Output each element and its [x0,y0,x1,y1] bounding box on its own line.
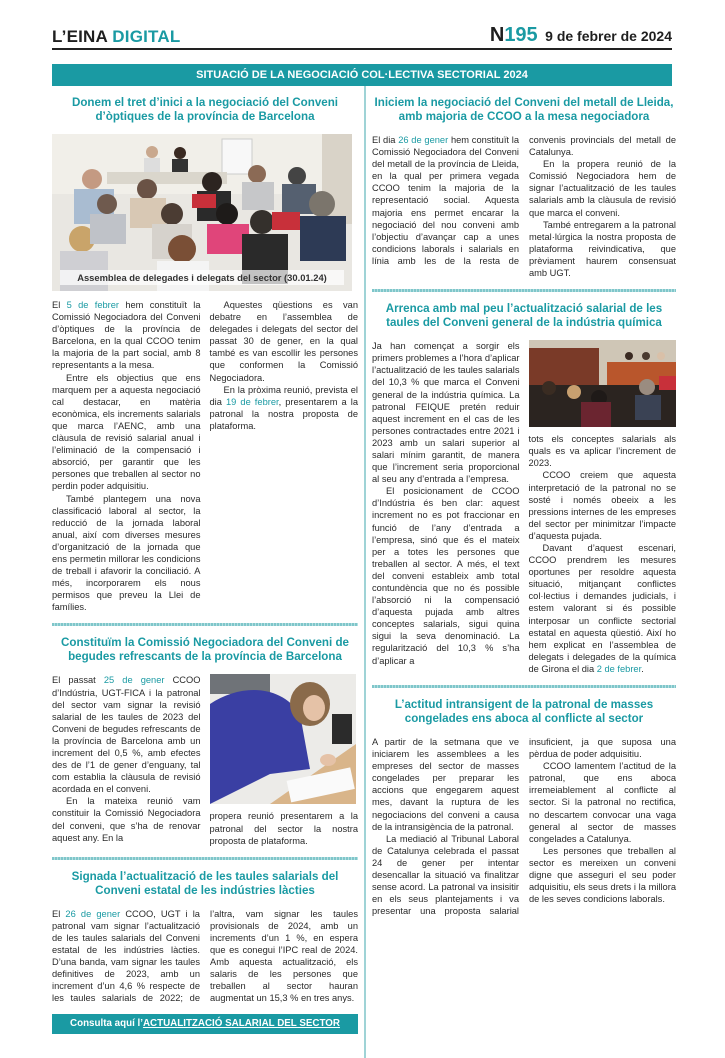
salary-update-link-button[interactable] [52,1014,358,1034]
paragraph: El posicionament de CCOO d’Indústria és ben clar: aquest increment no es pot fraccionar en funció de l’any d’entrada a l’empresa, sinó que és el mateix per a totes les persones que treballen al sector. A més, el text del conveni estableix amb total contundència que no és possible l’absorció ni la compensació d’aquesta pujada amb altres conceptes salarials, sigui quina sigui la seva denominació. La regularització del 10,3 % s’ha d’aplicar a [372,486,520,666]
brand-part1: L’EINA [52,27,108,46]
article-lactics [52,860,358,1035]
text: CCOO d’Indústria, UGT-FICA i la patronal del sector vam signar la revisió salarial de les taules de 2023 del Conveni de begudes refrescants de la província de Barcelona amb un increment del 0,5 %, amb efectes des de l’1 de gener d’enguany, tal com establia la clàusula de revisió acordada en el conveni. [52,675,201,795]
highlight-date: 19 de febrer [225,396,279,407]
issue-prefix: N [489,24,505,46]
cta-prefix: Consulta aquí l’ [70,1018,143,1030]
photo-caption: Assemblea de delegades i delegats del sector (30.01.24) [60,270,344,285]
highlight-date: 26 de gener [65,908,121,919]
paragraph [52,674,201,795]
paragraph: Les persones que treballen al sector es mereixen un conveni digne que asseguri el seu poder adquisitiu, els seus drets i la millora de les seves condicions laborals. [529,845,676,905]
right-column [366,86,676,941]
article-quimica [372,292,676,675]
photo-illustration [52,134,352,291]
section-banner: SITUACIÓ DE LA NEGOCIACIÓ COL·LECTIVA SECTORIAL 2024 [52,64,672,86]
article-columns [372,340,676,675]
paragraph [52,299,201,372]
highlight-date: 25 de gener [103,675,165,686]
article-title: Iniciem la negociació del Conveni del metall de Lleida, amb majoria de CCOO a la mesa negociadora [374,96,674,123]
masthead [52,24,672,50]
issue-date: 9 de febrer de 2024 [545,28,672,44]
text: El dia [372,135,399,145]
paragraph: A partir de la setmana que ve iniciarem les assemblees a les empreses del sector de masses congelades per preparar les accions que engegarem aquest mes, davant la ruptura de les negociacions del conveni a causa de la intransigència de la patronal. [372,737,519,832]
article-masses [372,688,676,917]
paragraph: tots els conceptes salarials als quals es va aplicar l’increment de 2023. [528,434,676,469]
text: El [52,300,67,310]
cta-link[interactable]: ACTUALITZACIÓ SALARIAL DEL SECTOR [142,1018,340,1030]
paragraph: CCOO lamentem l’actitud de la patronal, que ens aboca irremeiablement al conflicte al sector. Si la patronal no rectifica, no descartem convocar una vaga general al sector de masses congelades a Catalunya. [529,761,676,844]
text: hem constituït la Comissió Negociadora del Conveni d’òptiques de la província de Barcelona, en la qual CCOO tenim la majoria de la part social, amb 8 representants a la mesa. [52,300,201,371]
paragraph: Entre els objectius que ens marquem per a aquesta negociació cal destacar, en matèria econòmica, els increments salarials que marca l’AENC, amb una clàusula de revisió salarial anual i l’eliminació de la compensació i absorció, per garantir que les persones que treballen al sector no perdin poder adquisitiu. [52,372,201,492]
article-body-col2-text [529,433,677,675]
paragraph: La mediació al Tribunal Laboral de Catalunya celebrada el passat 24 de gener per intentar desencallar la situació va finalitzar sense acord. La patronal va insisitir en els seus plantejaments i va presentar una proposta salarial insuficient, ja que suposa una pèrdua de poder adquisitiu. [372,737,676,917]
left-column [52,86,364,1058]
text: , presentarem a la patronal la nostra proposta de plataforma. [209,396,358,431]
paragraph: CCOO creiem que aquesta interpretació de la patronal no se sosté i només obeeix a les pressions internes de les empreses del sector per minimitzar l’impacte d’aquesta pujada. [528,470,676,541]
auditorium-assembly-photo [529,340,676,427]
paragraph: També entregarem a la patronal metal·lúrgica la nostra proposta de plataforma reivindicativa, que prèviament haurem consensuat amb UGT. [529,219,676,279]
bottom-spacer [52,1034,358,1058]
article-begudes [52,626,358,846]
article-title: Constituïm la Comissió Negociadora del Conveni de begudes refrescants de la província de Barcelona [61,636,349,664]
highlight-date: 26 de gener [398,135,449,145]
photo-illustration [210,674,356,804]
article-body [372,340,520,667]
article-body-col2 [210,674,359,846]
text: En la pròxima reunió, prevista el dia [209,384,358,407]
paragraph: Aquestes qüestions es van debatre en l’assemblea de delegades i delegats del sector del passat 30 de gener, en la qual també es van escollir les persones que conformen la Comissió Negociadora. [209,300,358,383]
woman-signing-document-photo [210,674,356,804]
article-body-col2-text [210,810,359,846]
text: CCOO, UGT i la patronal vam signar l’actualització de les taules salarials del Conveni estatal de les indústries làcties. D’una banda, vam signar les taules definitives de 2023, amb un increment d’un 4,6 % respecte de les taules salarials de 2022; de l’altra, vam signar les taules provisionals de 2024, amb un increments d’un 1 %, en espera que es conegui l’IPC real de 2024. Amb aquesta actualització, els salaris de les persones que treballen al sector hauran augmentat un 15,3 % en tres anys. [52,908,358,1004]
highlight-date: 2 de febrer [596,663,642,674]
article-optiques [52,86,358,613]
paragraph: En la propera reunió de la Comissió Negociadora hem de signar l’actualització de les taules salarials amb la clàusula de revisió que marca el conveni. [529,159,676,218]
article-title: Arrenca amb mal peu l’actualització salarial de les taules del Conveni general de la indústria química [385,302,663,330]
article-body [372,736,676,917]
text: El passat [52,675,104,686]
article-body [52,908,358,1005]
highlight-date: 5 de febrer [66,300,120,310]
paragraph: En la mateixa reunió vam constituir la Comissió Negociadora del conveni, que s’ha de renovar aquest any. En la [52,796,201,843]
article-title: L’actitud intransigent de la patronal de masses congelades ens aboca al conflicte al sector [394,698,654,725]
article-columns [52,299,358,613]
text: hem constituït la Comissió Negociadora del Conveni del metall de la província de Lleida, en la qual per primera vegada CCOO tenim la majoria de la representació social. Aquesta majoria ens permet encarar la negociació del nou conveni amb l’objectiu d’avançar cap a unes condicions laborals i salarials en línia amb les de la resta de convenis provincials del metall de Catalunya. [372,135,676,266]
article-columns [52,674,358,846]
article-body [372,134,676,279]
paragraph: propera reunió presentarem a la patronal del sector la nostra proposta de plataforma. [209,811,358,846]
issue-info [490,24,672,47]
page-body [52,86,676,1058]
issue-number: 195 [504,24,538,46]
publication-logo [52,27,180,47]
article-body [52,674,201,843]
article-body [52,299,201,613]
paragraph [210,384,359,432]
article-metall [372,86,676,279]
paragraph [529,542,677,675]
text: . [641,663,644,674]
brand-part2: DIGITAL [112,27,181,46]
article-title: Signada l’actualització de les taules salarials del Conveni estatal de les indústries làcties [71,869,339,897]
text: El [52,908,66,919]
text: Davant d’aquest escenari, CCOO prendrem les mesures oportunes per resoldre aquesta situació, mitjançant conflictes col·lectius i demandes judicials, i estem valorant si és possible interposar un conflicte sectorial estatal en aquesta qüestió. Així ho hem explicat en l’assemblea de delegats i delegades de la química de Girona el dia [528,542,676,674]
article-title: Donem el tret d’inici a la negociació del Conveni d’òptiques de la província de Barcelona [71,96,339,123]
bottom-spacer [372,917,676,941]
article-body-col2 [529,340,677,675]
paragraph: També plantegem una nova classificació laboral al sector, la reducció de la jornada laboral anual, així com diverses mesures d’organització de la jornada que ens permetin millorar les condicions de treball i afavorir la conciliació. A més, incorporarem els nous permisos que preveu la Llei de famílies. [52,493,201,613]
article-body-col2 [210,299,359,432]
paragraph: Ja han començat a sorgir els primers problemes a l’hora d’aplicar l’actualització de les taules salarials del 10,3 % que marca el Conveni general de la indústria química. La patronal FEIQUE pretén reduir aquest increment en el cas de les persones contractades entre 2021 i 2023 amb un salari superior al salari mínim garantit, de manera que l’increment seria proporcional al seu any d’entrada a l’empresa. [372,341,520,485]
paragraph [52,908,358,1005]
photo-illustration [529,340,676,427]
meeting-room-assembly-photo [52,134,352,291]
